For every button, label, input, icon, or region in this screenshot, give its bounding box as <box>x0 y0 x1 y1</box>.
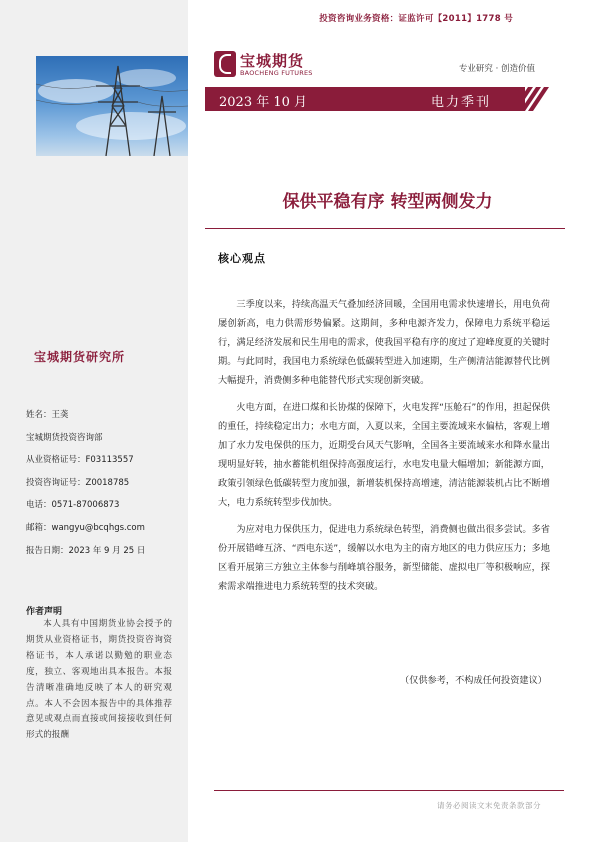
consulting-number: 投资咨询证号：Z0018785 <box>26 477 130 488</box>
investment-disclaimer: （仅供参考，不构成任何投资建议） <box>400 675 547 686</box>
slogan: 专业研究 · 创造价值 <box>458 64 535 74</box>
power-tower-photo <box>36 56 188 156</box>
license-number: 投资咨询业务资格：证监许可【2011】1778 号 <box>319 14 513 24</box>
banner-stripes-decoration <box>505 87 555 111</box>
body-paragraph: 三季度以来，持续高温天气叠加经济回暖，全国用电需求快速增长，用电负荷屡创新高，电力供需形势偏紧。这期间，多种电源齐发力，保障电力系统平稳运行，满足经济发展和民生用电的需求，使我国平稳有序的度过了迎峰度夏的关键时期。与此同时，我国电力系统绿色低碳转型进入加速期，生产侧清洁能源替代比例大幅提升，消费侧多种电能替代形式实现创新突破。 <box>218 299 550 386</box>
email: 邮箱：wangyu@bcqhgs.com <box>26 522 145 533</box>
qualification-number: 从业资格证号：F03113557 <box>26 455 134 466</box>
analyst-info <box>26 410 186 568</box>
body-paragraph: 火电方面，在进口煤和长协煤的保障下，火电发挥“压舱石”的作用，担起保供的重任，持续稳定出力；水电方面，入夏以来，全国主要流域来水偏枯，客观上增加了水力发电保供的压力，近期受台风天气影响，全国各主要流域来水和降水量出现明显好转，抽水蓄能机组保持高强度运行，水电发电量大幅增加；新能源方面，政策引领绿色低碳转型力度加强，新增装机保持高增速，清洁能源装机占比不断增大，电力系统转型步伐加快。 <box>218 402 550 508</box>
report-body <box>218 295 550 604</box>
institute-name: 宝城期货研究所 <box>34 350 126 364</box>
analyst-name: 姓名：王䶮 <box>26 410 69 420</box>
body-paragraph: 为应对电力保供压力，促进电力系统绿色转型，消费侧也做出很多尝试。多省份开展错峰互济、“西电东送”，缓解以水电为主的南方地区的电力供应压力；多地区看开展第三方独立主体参与削峰填谷服务，新型储能、虚拟电厂等积极响应，探索需求端推进电力系统转型的技术突破。 <box>218 524 550 592</box>
report-type: 电力季刊 <box>430 95 491 110</box>
author-declaration-heading: 作者声明 <box>26 607 63 617</box>
report-month: 2023 年 10 月 <box>219 95 308 110</box>
logo-english-name: BAOCHENG FUTURES <box>240 69 313 77</box>
section-heading: 核心观点 <box>218 252 266 265</box>
analyst-department: 宝城期货投资咨询部 <box>26 432 103 443</box>
footer-divider <box>214 790 564 791</box>
report-title: 保供平稳有序 转型两侧发力 <box>282 192 493 212</box>
title-divider <box>205 228 565 229</box>
company-logo <box>214 50 324 82</box>
phone: 电话：0571-87006873 <box>26 500 120 511</box>
logo-mark-icon <box>214 51 236 77</box>
report-banner <box>205 87 525 111</box>
logo-name: 宝城期货 <box>240 52 305 70</box>
footer-note: 请务必阅读文末免责条款部分 <box>437 801 541 810</box>
report-date: 报告日期：2023 年 9 月 25 日 <box>26 545 146 556</box>
author-declaration: 本人具有中国期货业协会授予的期货从业资格证书，期货投资咨询资格证书，本人承诺以勤勉的职业态度，独立、客观地出具本报告。本报告清晰准确地反映了本人的研究观点。本人不会因本报告中的具体推荐意见或观点而直接或间接接收到任何形式的报酬 <box>26 619 172 741</box>
